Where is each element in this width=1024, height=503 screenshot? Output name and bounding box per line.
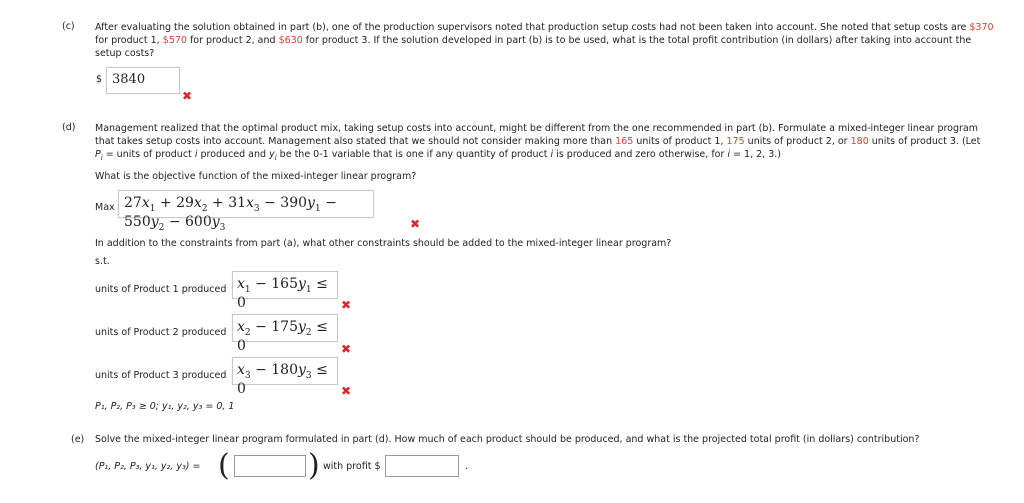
part-e-question: Solve the mixed-integer linear program formulated in part (d). How much of each product should be produced, and what is the projected total profit (in dollars) contribution? — [95, 434, 920, 445]
st-label: s.t. — [95, 256, 110, 267]
constraint-value-1: $x_1 - 165y_1 \le 0$ — [237, 276, 328, 311]
constraint-input-2[interactable] — [232, 314, 338, 354]
incorrect-icon: ✖ — [341, 298, 352, 312]
profit-answer-input[interactable] — [106, 67, 180, 94]
objective-function-value: $27x_1 + 29x_2 + 31x_3 - 390y_1 - 550y_2 - 600y_3$ — [124, 195, 337, 233]
constraint-label-2: units of Product 2 produced — [95, 327, 227, 338]
solution-tuple-label: (P₁, P₂, P₃, y₁, y₂, y₃) = — [95, 461, 201, 472]
solution-tuple-input[interactable] — [234, 455, 306, 477]
constraints-question: In addition to the constraints from part (a), what other constraints should be added to the mixed-integer linear program? — [95, 238, 672, 249]
constraint-value-2: $x_2 - 175y_2 \le 0$ — [237, 319, 328, 354]
limit-product-1: 165 — [615, 136, 634, 147]
constraint-value-3: $x_3 - 180y_3 \le 0$ — [237, 362, 328, 397]
part-e-label: (e) — [71, 434, 85, 445]
constraint-input-3[interactable] — [232, 357, 338, 397]
max-label: Max — [95, 202, 115, 213]
profit-answer-value: 3840 — [112, 72, 146, 87]
open-paren: ( — [218, 448, 230, 483]
close-paren: ) — [308, 448, 320, 483]
limit-product-3: 180 — [850, 136, 869, 147]
incorrect-icon: ✖ — [182, 89, 193, 103]
part-c-question: After evaluating the solution obtained in part (b), one of the production supervisors noted that production setup costs had not been taken into account. She noted that setup costs are $370 for product 1, $570 for product 2, and $630 for product 3. If the solution developed in part (b) is to be used, what is the total profit contribution (in dollars) after taking into account the setup costs? — [95, 22, 994, 59]
limit-product-2: 175 — [726, 136, 745, 147]
nonnegativity-constraints: P₁, P₂, P₃ ≥ 0; y₁, y₂, y₃ = 0, 1 — [95, 401, 235, 412]
incorrect-icon: ✖ — [341, 342, 352, 356]
incorrect-icon: ✖ — [341, 384, 352, 398]
part-d-label: (d) — [62, 122, 76, 133]
sentence-period: . — [465, 461, 469, 472]
constraint-label-3: units of Product 3 produced — [95, 370, 227, 381]
setup-cost-3: $630 — [278, 35, 303, 46]
profit-label: with profit $ — [323, 461, 381, 472]
objective-function-input[interactable] — [118, 190, 374, 233]
constraint-input-1[interactable] — [232, 271, 338, 311]
setup-cost-1: $370 — [969, 22, 994, 33]
incorrect-icon: ✖ — [410, 217, 421, 231]
constraint-label-1: units of Product 1 produced — [95, 284, 227, 295]
setup-cost-2: $570 — [162, 35, 187, 46]
total-profit-input[interactable] — [385, 455, 459, 477]
currency-symbol: $ — [96, 74, 103, 85]
part-d-question: Management realized that the optimal product mix, taking setup costs into account, might be different from the one recommended in part (b). Formulate a mixed-integer linear program that takes setup costs into account. Management also stated that we should not consider making more than 165 units of product 1, 175 units of product 2, or 180 units of product 3. (Let $P_i$ = units of product i produced and $y_i$ be the 0-1 variable that is one if any quantity of product i is produced and zero otherwise, for i = 1, 2, 3.) — [95, 123, 981, 162]
part-c-label: (c) — [62, 21, 75, 32]
objective-question: What is the objective function of the mixed-integer linear program? — [95, 171, 417, 182]
